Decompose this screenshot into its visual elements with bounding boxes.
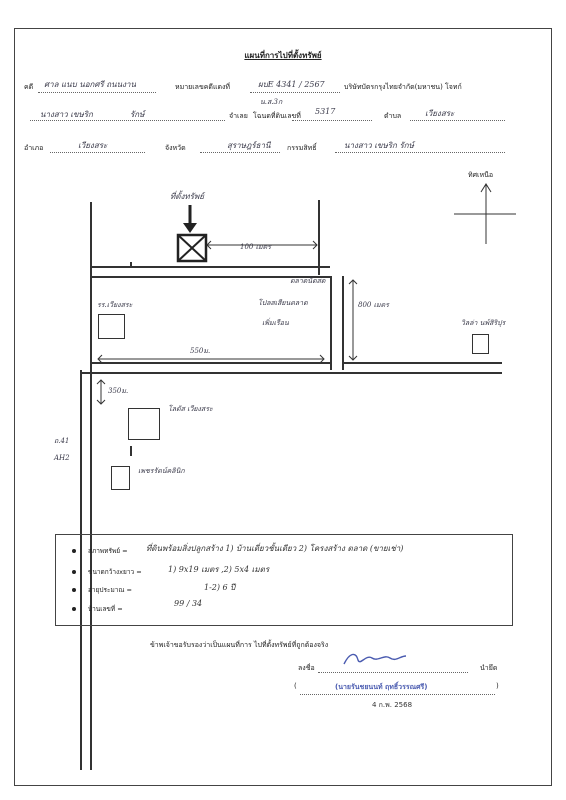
land-number: 5317: [315, 107, 336, 116]
owner-value: นางสาว เขษริก รักษ์: [344, 141, 414, 150]
subdistrict-value: เวียงสระ: [425, 109, 455, 118]
age-label: อายุประมาณ =: [88, 586, 132, 594]
road-cross-vertical-a: [330, 276, 332, 370]
road-number-label: ถ.41: [54, 437, 70, 445]
province-value: สุราษฎร์ธานี: [227, 141, 271, 150]
house-number-value: 99 / 34: [174, 599, 203, 608]
dist-550-arrow: [96, 352, 328, 366]
clinic-box: [111, 466, 130, 490]
dist-350-label: 350ม.: [108, 387, 129, 395]
school-box: [98, 314, 125, 339]
store-box: [128, 408, 160, 440]
sign-date: 4 ก.พ. 2568: [372, 701, 413, 709]
dist-800-label: 800 เมตร: [358, 301, 389, 309]
market-label-2: โปลสเสียนตลาด: [258, 299, 308, 307]
owner-label: กรรมสิทธิ์: [287, 144, 317, 152]
road-cross-vertical-b: [342, 276, 344, 370]
road-small-branch: [130, 262, 132, 268]
signer-name: (นายรันชยนนท์ ฤทธิ์วรรณศรี): [335, 683, 428, 691]
defendant-value-2: รักษ์: [130, 110, 145, 119]
north-arrow-icon: [450, 182, 520, 247]
size-value: 1) 9x19 เมตร ,2) 5x4 เมตร: [168, 565, 270, 574]
defendant-value: นางสาว เขษริก: [40, 110, 93, 119]
store-label: โลตัส เวียงสระ: [168, 405, 213, 413]
district-label: อำเภอ: [24, 144, 44, 152]
paren-close: ): [496, 682, 499, 690]
road-east-horizontal: [342, 362, 502, 364]
type-label: สภาพทรัพย์ =: [88, 547, 128, 555]
plaintiff-text: บริษัทบัตรกรุงไทยจำกัด(มหาชน) โจทก์: [344, 83, 462, 91]
age-value: 1-2) 6 ปี: [204, 583, 236, 592]
property-info-box: [55, 534, 513, 626]
case-label: คดี: [24, 83, 34, 91]
market-label-3: เพิ่มเรือน: [262, 319, 289, 327]
dist-350-arrow: [94, 378, 108, 406]
black-case-label: หมายเลขคดีแดงที่: [175, 83, 231, 91]
type-value: ที่ดินพร้อมสิ่งปลูกสร้าง 1) บ้านเดี่ยวชั้นเดียว 2) โครงสร้าง ตลาด (ขายเช่า): [146, 544, 404, 553]
road-side-branch: [130, 446, 132, 456]
paren-open: (: [294, 682, 297, 690]
dist-100-label: 100 เมตร: [240, 243, 271, 251]
size-label: ขนาดกว้างxยาว =: [88, 568, 142, 576]
certify-text: ข้าพเจ้าขอรับรองว่าเป็นแผนที่การ ไปที่ตั้งทรัพย์ที่ถูกต้องจริง: [150, 641, 329, 649]
property-arrow-icon: [176, 205, 212, 263]
deed-type: น.ส.3ก: [260, 98, 283, 106]
clinic-label: เพชรรัตน์คลินิก: [138, 467, 185, 475]
school-label: รร.เวียงสระ: [97, 301, 133, 309]
subdistrict-label: ตำบล: [384, 112, 402, 120]
black-case-value: ผบE 4341 / 2567: [258, 80, 325, 89]
north-label: ทิศเหนือ: [468, 171, 494, 179]
property-location-label: ที่ตั้งทรัพย์: [170, 192, 204, 201]
road-code-label: AH2: [54, 454, 70, 462]
role-label: นำยึด: [480, 664, 498, 672]
building-label: วิลล่า นพ์สิริปุร: [461, 319, 506, 327]
market-label-1: ตลาดนัดสด: [290, 277, 326, 285]
case-value: ศาล แนบ นอกศรี ถนนงาน: [44, 80, 136, 89]
road-lower-horizontal-b: [80, 372, 502, 374]
road-top-horizontal-a: [90, 266, 330, 268]
road-main-left-a: [90, 202, 92, 770]
document-title: แผนที่การไปที่ตั้งทรัพย์: [244, 51, 322, 60]
house-number-label: บ้านเลขที่ =: [88, 605, 123, 613]
sign-label: ลงชื่อ: [298, 664, 315, 672]
dist-550-label: 550ม.: [190, 347, 211, 355]
building-box: [472, 334, 489, 354]
defendant-label: จำเลย: [229, 112, 248, 120]
dist-800-arrow: [346, 278, 360, 363]
district-value: เวียงสระ: [78, 141, 108, 150]
deed-label: โฉนดที่ดินเลขที่: [253, 112, 301, 120]
province-label: จังหวัด: [165, 144, 186, 152]
signature-icon: [340, 650, 410, 670]
